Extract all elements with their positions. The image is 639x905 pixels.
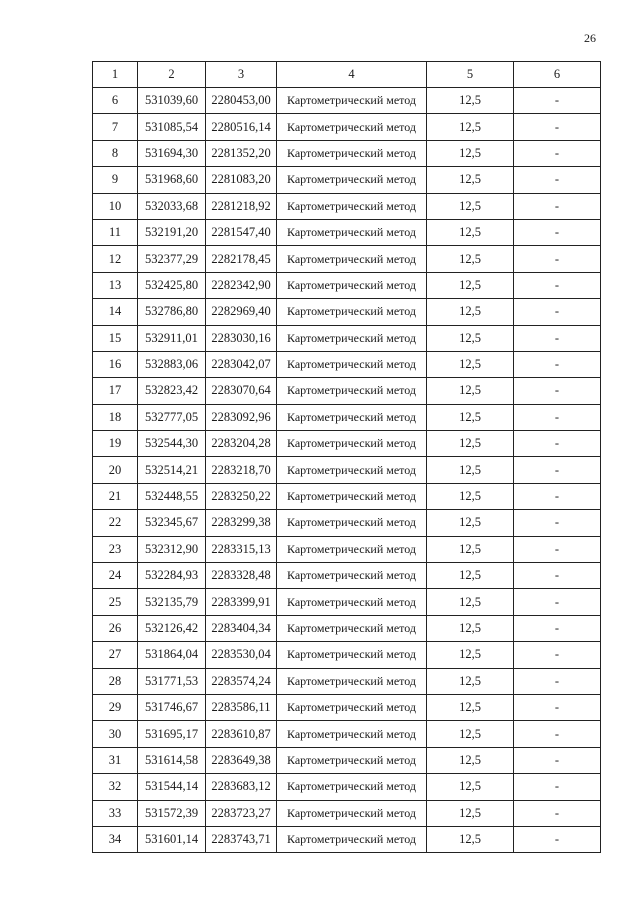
- point-number-cell: 8: [93, 140, 138, 166]
- accuracy-cell: 12,5: [427, 167, 514, 193]
- x-coordinate-cell: 532126,42: [138, 615, 206, 641]
- y-coordinate-cell: 2283218,70: [206, 457, 277, 483]
- column-header: 5: [427, 62, 514, 88]
- point-number-cell: 24: [93, 563, 138, 589]
- note-cell: -: [514, 642, 601, 668]
- y-coordinate-cell: 2281218,92: [206, 193, 277, 219]
- y-coordinate-cell: 2283070,64: [206, 378, 277, 404]
- x-coordinate-cell: 532284,93: [138, 563, 206, 589]
- x-coordinate-cell: 532777,05: [138, 404, 206, 430]
- table-row: [93, 536, 601, 562]
- y-coordinate-cell: 2283743,71: [206, 826, 277, 852]
- note-cell: -: [514, 140, 601, 166]
- method-cell: Картометрический метод: [277, 193, 427, 219]
- accuracy-cell: 12,5: [427, 589, 514, 615]
- y-coordinate-cell: 2281083,20: [206, 167, 277, 193]
- point-number-cell: 9: [93, 167, 138, 193]
- accuracy-cell: 12,5: [427, 694, 514, 720]
- table-row: [93, 800, 601, 826]
- note-cell: -: [514, 826, 601, 852]
- note-cell: -: [514, 431, 601, 457]
- note-cell: -: [514, 800, 601, 826]
- accuracy-cell: 12,5: [427, 88, 514, 114]
- table-row: [93, 404, 601, 430]
- table-row: [93, 589, 601, 615]
- x-coordinate-cell: 532883,06: [138, 351, 206, 377]
- table-row: [93, 615, 601, 641]
- point-number-cell: 19: [93, 431, 138, 457]
- table-row: [93, 114, 601, 140]
- accuracy-cell: 12,5: [427, 747, 514, 773]
- x-coordinate-cell: 531746,67: [138, 694, 206, 720]
- table-row: [93, 826, 601, 852]
- point-number-cell: 27: [93, 642, 138, 668]
- method-cell: Картометрический метод: [277, 299, 427, 325]
- table-row: [93, 246, 601, 272]
- accuracy-cell: 12,5: [427, 193, 514, 219]
- x-coordinate-cell: 531771,53: [138, 668, 206, 694]
- x-coordinate-cell: 532514,21: [138, 457, 206, 483]
- method-cell: Картометрический метод: [277, 721, 427, 747]
- note-cell: -: [514, 615, 601, 641]
- table-row: [93, 88, 601, 114]
- accuracy-cell: 12,5: [427, 826, 514, 852]
- note-cell: -: [514, 694, 601, 720]
- point-number-cell: 17: [93, 378, 138, 404]
- x-coordinate-cell: 532544,30: [138, 431, 206, 457]
- point-number-cell: 16: [93, 351, 138, 377]
- method-cell: Картометрический метод: [277, 404, 427, 430]
- point-number-cell: 22: [93, 510, 138, 536]
- table-row: [93, 694, 601, 720]
- note-cell: -: [514, 721, 601, 747]
- point-number-cell: 6: [93, 88, 138, 114]
- y-coordinate-cell: 2283299,38: [206, 510, 277, 536]
- x-coordinate-cell: 532786,80: [138, 299, 206, 325]
- accuracy-cell: 12,5: [427, 325, 514, 351]
- accuracy-cell: 12,5: [427, 800, 514, 826]
- x-coordinate-cell: 531572,39: [138, 800, 206, 826]
- y-coordinate-cell: 2283092,96: [206, 404, 277, 430]
- method-cell: Картометрический метод: [277, 510, 427, 536]
- accuracy-cell: 12,5: [427, 431, 514, 457]
- point-number-cell: 32: [93, 774, 138, 800]
- y-coordinate-cell: 2283649,38: [206, 747, 277, 773]
- y-coordinate-cell: 2281352,20: [206, 140, 277, 166]
- y-coordinate-cell: 2283030,16: [206, 325, 277, 351]
- note-cell: -: [514, 246, 601, 272]
- note-cell: -: [514, 88, 601, 114]
- method-cell: Картометрический метод: [277, 826, 427, 852]
- y-coordinate-cell: 2283530,04: [206, 642, 277, 668]
- point-number-cell: 12: [93, 246, 138, 272]
- x-coordinate-cell: 531864,04: [138, 642, 206, 668]
- point-number-cell: 33: [93, 800, 138, 826]
- column-header: 2: [138, 62, 206, 88]
- x-coordinate-cell: 532345,67: [138, 510, 206, 536]
- note-cell: -: [514, 457, 601, 483]
- accuracy-cell: 12,5: [427, 510, 514, 536]
- accuracy-cell: 12,5: [427, 536, 514, 562]
- page-number: 26: [584, 31, 596, 45]
- accuracy-cell: 12,5: [427, 114, 514, 140]
- point-number-cell: 7: [93, 114, 138, 140]
- accuracy-cell: 12,5: [427, 140, 514, 166]
- y-coordinate-cell: 2283399,91: [206, 589, 277, 615]
- x-coordinate-cell: 532911,01: [138, 325, 206, 351]
- note-cell: -: [514, 668, 601, 694]
- accuracy-cell: 12,5: [427, 615, 514, 641]
- y-coordinate-cell: 2283404,34: [206, 615, 277, 641]
- point-number-cell: 20: [93, 457, 138, 483]
- coordinates-table: [92, 61, 601, 853]
- note-cell: -: [514, 299, 601, 325]
- y-coordinate-cell: 2283315,13: [206, 536, 277, 562]
- method-cell: Картометрический метод: [277, 167, 427, 193]
- y-coordinate-cell: 2283328,48: [206, 563, 277, 589]
- method-cell: Картометрический метод: [277, 114, 427, 140]
- point-number-cell: 28: [93, 668, 138, 694]
- method-cell: Картометрический метод: [277, 668, 427, 694]
- method-cell: Картометрический метод: [277, 536, 427, 562]
- accuracy-cell: 12,5: [427, 721, 514, 747]
- x-coordinate-cell: 532823,42: [138, 378, 206, 404]
- point-number-cell: 26: [93, 615, 138, 641]
- method-cell: Картометрический метод: [277, 774, 427, 800]
- method-cell: Картометрический метод: [277, 747, 427, 773]
- method-cell: Картометрический метод: [277, 615, 427, 641]
- x-coordinate-cell: 531601,14: [138, 826, 206, 852]
- table-row: [93, 668, 601, 694]
- accuracy-cell: 12,5: [427, 351, 514, 377]
- note-cell: -: [514, 747, 601, 773]
- y-coordinate-cell: 2282178,45: [206, 246, 277, 272]
- x-coordinate-cell: 531085,54: [138, 114, 206, 140]
- method-cell: Картометрический метод: [277, 642, 427, 668]
- method-cell: Картометрический метод: [277, 325, 427, 351]
- table-row: [93, 774, 601, 800]
- table-row: [93, 299, 601, 325]
- table-row: [93, 721, 601, 747]
- table-row: [93, 140, 601, 166]
- accuracy-cell: 12,5: [427, 774, 514, 800]
- table-row: [93, 351, 601, 377]
- x-coordinate-cell: 531544,14: [138, 774, 206, 800]
- table-row: [93, 642, 601, 668]
- x-coordinate-cell: 532191,20: [138, 219, 206, 245]
- y-coordinate-cell: 2280453,00: [206, 88, 277, 114]
- method-cell: Картометрический метод: [277, 219, 427, 245]
- column-header: 3: [206, 62, 277, 88]
- method-cell: Картометрический метод: [277, 88, 427, 114]
- table-row: [93, 563, 601, 589]
- y-coordinate-cell: 2282969,40: [206, 299, 277, 325]
- accuracy-cell: 12,5: [427, 668, 514, 694]
- y-coordinate-cell: 2283574,24: [206, 668, 277, 694]
- accuracy-cell: 12,5: [427, 246, 514, 272]
- table-row: [93, 378, 601, 404]
- table-body: [93, 88, 601, 853]
- accuracy-cell: 12,5: [427, 219, 514, 245]
- point-number-cell: 23: [93, 536, 138, 562]
- x-coordinate-cell: 531694,30: [138, 140, 206, 166]
- note-cell: -: [514, 351, 601, 377]
- accuracy-cell: 12,5: [427, 299, 514, 325]
- column-header: 6: [514, 62, 601, 88]
- point-number-cell: 21: [93, 483, 138, 509]
- y-coordinate-cell: 2282342,90: [206, 272, 277, 298]
- note-cell: -: [514, 272, 601, 298]
- note-cell: -: [514, 193, 601, 219]
- x-coordinate-cell: 531968,60: [138, 167, 206, 193]
- note-cell: -: [514, 536, 601, 562]
- note-cell: -: [514, 167, 601, 193]
- method-cell: Картометрический метод: [277, 431, 427, 457]
- x-coordinate-cell: 532377,29: [138, 246, 206, 272]
- y-coordinate-cell: 2283250,22: [206, 483, 277, 509]
- x-coordinate-cell: 532448,55: [138, 483, 206, 509]
- method-cell: Картометрический метод: [277, 272, 427, 298]
- note-cell: -: [514, 563, 601, 589]
- note-cell: -: [514, 774, 601, 800]
- note-cell: -: [514, 483, 601, 509]
- table-row: [93, 272, 601, 298]
- x-coordinate-cell: 531695,17: [138, 721, 206, 747]
- column-header: 4: [277, 62, 427, 88]
- method-cell: Картометрический метод: [277, 140, 427, 166]
- point-number-cell: 30: [93, 721, 138, 747]
- table-row: [93, 510, 601, 536]
- accuracy-cell: 12,5: [427, 404, 514, 430]
- method-cell: Картометрический метод: [277, 589, 427, 615]
- point-number-cell: 15: [93, 325, 138, 351]
- y-coordinate-cell: 2283204,28: [206, 431, 277, 457]
- note-cell: -: [514, 114, 601, 140]
- table-row: [93, 193, 601, 219]
- table-row: [93, 747, 601, 773]
- point-number-cell: 11: [93, 219, 138, 245]
- point-number-cell: 14: [93, 299, 138, 325]
- point-number-cell: 31: [93, 747, 138, 773]
- table-row: [93, 483, 601, 509]
- y-coordinate-cell: 2280516,14: [206, 114, 277, 140]
- column-header: 1: [93, 62, 138, 88]
- accuracy-cell: 12,5: [427, 272, 514, 298]
- note-cell: -: [514, 589, 601, 615]
- method-cell: Картометрический метод: [277, 483, 427, 509]
- y-coordinate-cell: 2283586,11: [206, 694, 277, 720]
- x-coordinate-cell: 532425,80: [138, 272, 206, 298]
- note-cell: -: [514, 378, 601, 404]
- x-coordinate-cell: 531614,58: [138, 747, 206, 773]
- point-number-cell: 25: [93, 589, 138, 615]
- table-header-row: [93, 62, 601, 88]
- accuracy-cell: 12,5: [427, 642, 514, 668]
- x-coordinate-cell: 531039,60: [138, 88, 206, 114]
- point-number-cell: 34: [93, 826, 138, 852]
- x-coordinate-cell: 532312,90: [138, 536, 206, 562]
- note-cell: -: [514, 325, 601, 351]
- accuracy-cell: 12,5: [427, 457, 514, 483]
- table-row: [93, 325, 601, 351]
- note-cell: -: [514, 510, 601, 536]
- accuracy-cell: 12,5: [427, 378, 514, 404]
- accuracy-cell: 12,5: [427, 483, 514, 509]
- table-row: [93, 431, 601, 457]
- point-number-cell: 18: [93, 404, 138, 430]
- x-coordinate-cell: 532135,79: [138, 589, 206, 615]
- point-number-cell: 29: [93, 694, 138, 720]
- method-cell: Картометрический метод: [277, 378, 427, 404]
- note-cell: -: [514, 404, 601, 430]
- method-cell: Картометрический метод: [277, 246, 427, 272]
- table-row: [93, 457, 601, 483]
- note-cell: -: [514, 219, 601, 245]
- y-coordinate-cell: 2283610,87: [206, 721, 277, 747]
- method-cell: Картометрический метод: [277, 563, 427, 589]
- table-row: [93, 219, 601, 245]
- method-cell: Картометрический метод: [277, 351, 427, 377]
- y-coordinate-cell: 2283683,12: [206, 774, 277, 800]
- point-number-cell: 13: [93, 272, 138, 298]
- point-number-cell: 10: [93, 193, 138, 219]
- accuracy-cell: 12,5: [427, 563, 514, 589]
- x-coordinate-cell: 532033,68: [138, 193, 206, 219]
- method-cell: Картометрический метод: [277, 694, 427, 720]
- y-coordinate-cell: 2281547,40: [206, 219, 277, 245]
- y-coordinate-cell: 2283723,27: [206, 800, 277, 826]
- method-cell: Картометрический метод: [277, 457, 427, 483]
- y-coordinate-cell: 2283042,07: [206, 351, 277, 377]
- table-row: [93, 167, 601, 193]
- method-cell: Картометрический метод: [277, 800, 427, 826]
